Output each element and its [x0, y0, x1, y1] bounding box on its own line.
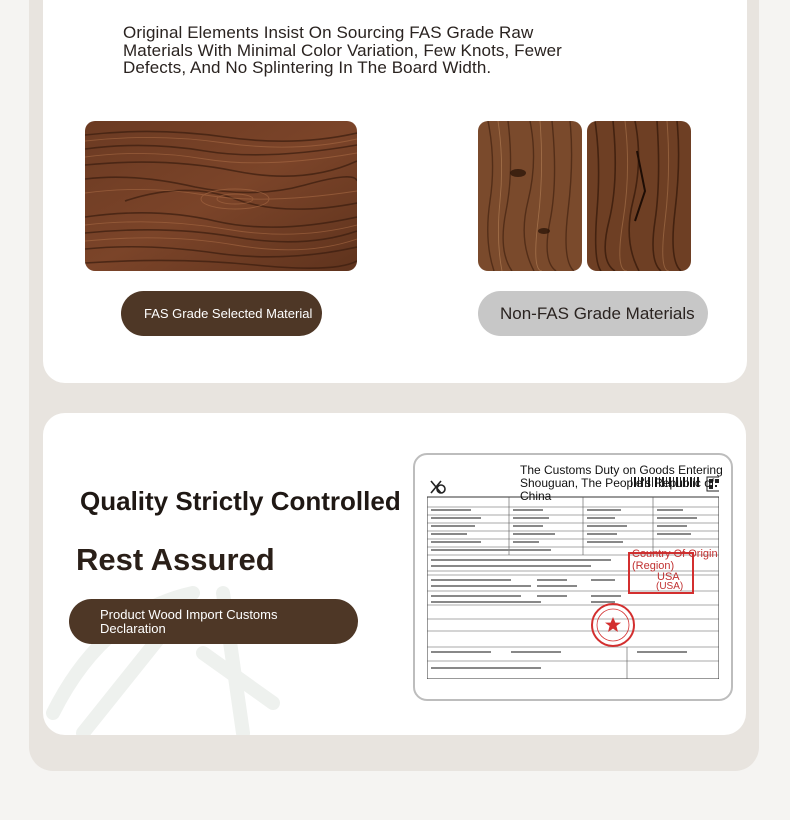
- fas-grade-label-text: FAS Grade Selected Material: [144, 306, 313, 321]
- intro-line-3: Defects, And No Splintering In The Board Width.: [123, 58, 492, 77]
- origin-label: Country Of Origin (Region): [632, 548, 718, 572]
- nonfas-grade-label-text: Non-FAS Grade Materials: [500, 303, 695, 323]
- intro-line-2: Materials With Minimal Color Variation, Few Knots, Fewer: [123, 40, 562, 60]
- customs-logo-icon: [431, 481, 445, 493]
- origin-sub: (USA): [656, 581, 684, 592]
- fas-grade-label: [121, 291, 322, 336]
- customs-document-image: [427, 463, 723, 679]
- intro-line-1: Original Elements Insist On Sourcing FAS Grade Raw: [123, 23, 534, 42]
- declaration-label-text: Product Wood Import Customs Declaration: [100, 606, 278, 636]
- customs-duty-note: The Customs Duty on Goods Entering Shouguan, The People's Republic of China: [520, 463, 723, 503]
- fas-wood-sample-image: [85, 121, 357, 271]
- declaration-label: [69, 599, 358, 644]
- intro-text: [123, 24, 583, 77]
- quality-heading: Quality Strictly Controlled: [80, 486, 401, 516]
- nonfas-wood-sample-image-1: [478, 121, 582, 271]
- origin-value: USA: [657, 571, 680, 583]
- rest-assured-heading: Rest Assured: [76, 542, 275, 577]
- nonfas-grade-label: [478, 291, 708, 336]
- nonfas-wood-sample-image-2: [587, 121, 691, 271]
